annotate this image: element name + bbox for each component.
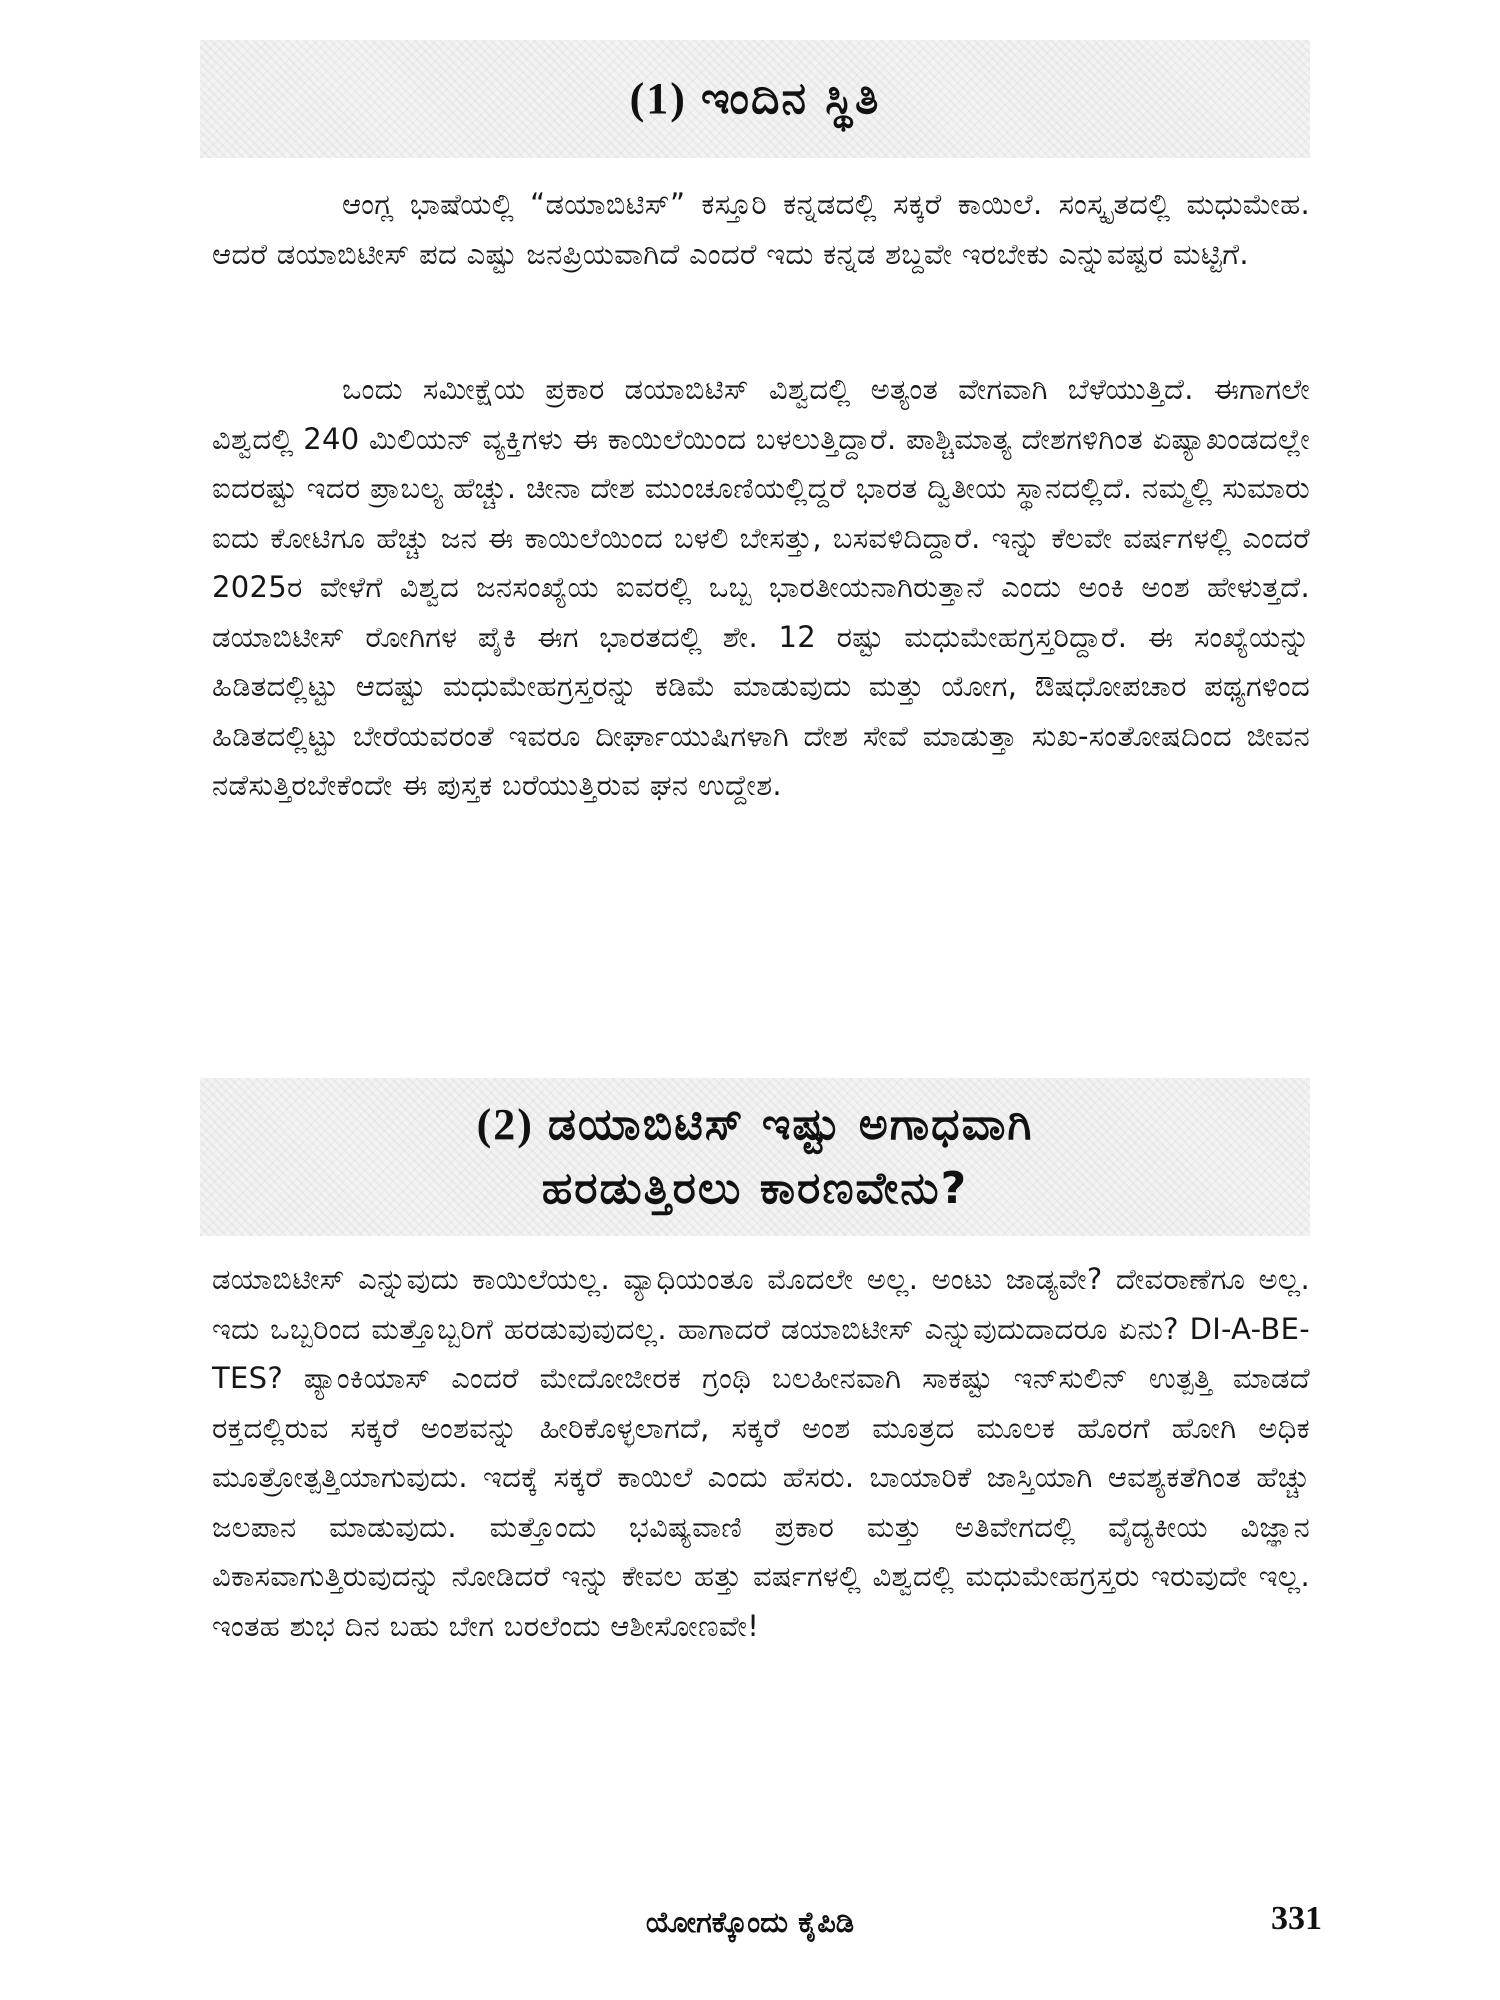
section-2-number: (2) [476,1100,534,1149]
section-1-paragraph-1: ಆಂಗ್ಲ ಭಾಷೆಯಲ್ಲಿ “ಡಯಾಬಿಟಿಸ್” ಕಸ್ತೂರಿ ಕನ್ನಡದಲ್ಲಿ ಸಕ್ಕರೆ ಕಾಯಿಲೆ. ಸಂಸ್ಕೃತದಲ್ಲಿ ಮಧುಮೇಹ. ಆದರೆ ಡಯಾಬಿಟೀಸ್ ಪದ ಎಷ್ಟು ಜನಪ್ರಿಯವಾಗಿದೆ ಎಂದರೆ ಇದು ಕನ್ನಡ ಶಬ್ದವೇ ಇರಬೇಕು ಎನ್ನುವಷ್ಟರ ಮಟ್ಟಿಗೆ. [212,187,1310,271]
section-2-title-line-2: ಹರಡುತ್ತಿರಲು ಕಾರಣವೇನು? [541,1163,969,1214]
page-number: 331 [1271,1900,1322,1937]
section-2-heading [200,1078,1310,1236]
section-2-title-line-1 [477,1093,1034,1157]
section-2-title-text-1: ಡಯಾಬಿಟಿಸ್ ಇಷ್ಟು ಅಗಾಧವಾಗಿ [547,1099,1034,1150]
section-1-heading [200,40,1310,158]
footer-book-title: ಯೋಗಕ್ಕೊಂದು ಕೈಪಿಡಿ [645,1905,855,1939]
section-1-title-text: ಇಂದಿನ ಸ್ಥಿತಿ [700,73,881,124]
section-1-title [630,67,881,131]
section-1-number: (1) [629,74,687,123]
section-2-paragraph-1: ಡಯಾಬಿಟೀಸ್ ಎನ್ನುವುದು ಕಾಯಿಲೆಯಲ್ಲ. ವ್ಯಾಧಿಯಂತೂ ಮೊದಲೇ ಅಲ್ಲ. ಅಂಟು ಜಾಡ್ಯವೇ? ದೇವರಾಣೆಗೂ ಅಲ್ಲ. ಇದು ಒಬ್ಬರಿಂದ ಮತ್ತೊಬ್ಬರಿಗೆ ಹರಡುವುವುದಲ್ಲ. ಹಾಗಾದರೆ ಡಯಾಬಿಟೀಸ್ ಎನ್ನುವುದುದಾದರೂ ಏನು? DI-A-BE-TES? ಪ್ಯಾಂಕಿಯಾಸ್ ಎಂದರೆ ಮೇದೋಜೀರಕ ಗ್ರಂಥಿ ಬಲಹೀನವಾಗಿ ಸಾಕಷ್ಟು ಇನ್‌ಸುಲಿನ್ ಉತ್ಪತ್ತಿ ಮಾಡದೆ ರಕ್ತದಲ್ಲಿರುವ ಸಕ್ಕರೆ ಅಂಶವನ್ನು ಹೀರಿಕೊಳ್ಳಲಾಗದೆ, ಸಕ್ಕರೆ ಅಂಶ ಮೂತ್ರದ ಮೂಲಕ ಹೊರಗೆ ಹೋಗಿ ಅಧಿಕ ಮೂತ್ರೋತ್ಪತ್ತಿಯಾಗುವುದು. ಇದಕ್ಕೆ ಸಕ್ಕರೆ ಕಾಯಿಲೆ ಎಂದು ಹೆಸರು. ಬಾಯಾರಿಕೆ ಜಾಸ್ತಿಯಾಗಿ ಆವಶ್ಯಕತೆಗಿಂತ ಹೆಚ್ಚು ಜಲಪಾನ ಮಾಡುವುದು. ಮತ್ತೊಂದು ಭವಿಷ್ಯವಾಣಿ ಪ್ರಕಾರ ಮತ್ತು ಅತಿವೇಗದಲ್ಲಿ ವೈದ್ಯಕೀಯ ವಿಜ್ಞಾನ ವಿಕಾಸವಾಗುತ್ತಿರುವುದನ್ನು ನೋಡಿದರೆ ಇನ್ನು ಕೇವಲ ಹತ್ತು ವರ್ಷಗಳಲ್ಲಿ ವಿಶ್ವದಲ್ಲಿ ಮಧುಮೇಹಗ್ರಸ್ತರು ಇರುವುದೇ ಇಲ್ಲ. ಇಂತಹ ಶುಭ ದಿನ ಬಹು ಬೇಗ ಬರಲೆಂದು ಆಶೀಸೋಣವೇ! [212,1262,1310,1643]
section-1-paragraph-2: ಒಂದು ಸಮೀಕ್ಷೆಯ ಪ್ರಕಾರ ಡಯಾಬಿಟಿಸ್ ವಿಶ್ವದಲ್ಲಿ ಅತ್ಯಂತ ವೇಗವಾಗಿ ಬೆಳೆಯುತ್ತಿದೆ. ಈಗಾಗಲೇ ವಿಶ್ವದಲ್ಲಿ 240 ಮಿಲಿಯನ್ ವ್ಯಕ್ತಿಗಳು ಈ ಕಾಯಿಲೆಯಿಂದ ಬಳಲುತ್ತಿದ್ದಾರೆ. ಪಾಶ್ಚಿಮಾತ್ಯ ದೇಶಗಳಿಗಿಂತ ಏಷ್ಯಾಖಂಡದಲ್ಲೇ ಐದರಷ್ಟು ಇದರ ಪ್ರಾಬಲ್ಯ ಹೆಚ್ಚು. ಚೀನಾ ದೇಶ ಮುಂಚೂಣಿಯಲ್ಲಿದ್ದರೆ ಭಾರತ ದ್ವಿತೀಯ ಸ್ಥಾನದಲ್ಲಿದೆ. ನಮ್ಮಲ್ಲಿ ಸುಮಾರು ಐದು ಕೋಟಿಗೂ ಹೆಚ್ಚು ಜನ ಈ ಕಾಯಿಲೆಯಿಂದ ಬಳಲಿ ಬೇಸತ್ತು, ಬಸವಳಿದಿದ್ದಾರೆ. ಇನ್ನು ಕೆಲವೇ ವರ್ಷಗಳಲ್ಲಿ ಎಂದರೆ 2025ರ ವೇಳೆಗೆ ವಿಶ್ವದ ಜನಸಂಖ್ಯೆಯ ಐವರಲ್ಲಿ ಒಬ್ಬ ಭಾರತೀಯನಾಗಿರುತ್ತಾನೆ ಎಂದು ಅಂಕಿ ಅಂಶ ಹೇಳುತ್ತದೆ. ಡಯಾಬಿಟೀಸ್ ರೋಗಿಗಳ ಪೈಕಿ ಈಗ ಭಾರತದಲ್ಲಿ ಶೇ. 12 ರಷ್ಟು ಮಧುಮೇಹಗ್ರಸ್ತರಿದ್ದಾರೆ. ಈ ಸಂಖ್ಯೆಯನ್ನು ಹಿಡಿತದಲ್ಲಿಟ್ಟು ಆದಷ್ಟು ಮಧುಮೇಹಗ್ರಸ್ತರನ್ನು ಕಡಿಮೆ ಮಾಡುವುದು ಮತ್ತು ಯೋಗ, ಔಷಧೋಪಚಾರ ಪಥ್ಯಗಳಿಂದ ಹಿಡಿತದಲ್ಲಿಟ್ಟು ಬೇರೆಯವರಂತೆ ಇವರೂ ದೀರ್ಘಾಯುಷಿಗಳಾಗಿ ದೇಶ ಸೇವೆ ಮಾಡುತ್ತಾ ಸುಖ-ಸಂತೋಷದಿಂದ ಜೀವನ ನಡೆಸುತ್ತಿರಬೇಕೆಂದೇ ಈ ಪುಸ್ತಕ ಬರೆಯುತ್ತಿರುವ ಘನ ಉದ್ದೇಶ. [212,372,1310,802]
